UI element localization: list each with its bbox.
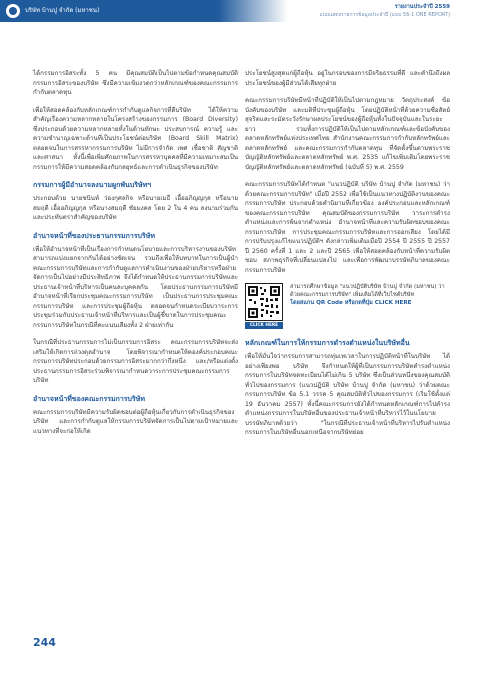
qr-block[interactable] [245, 283, 283, 329]
report-title: รายงานประจำปี 2559 [394, 4, 450, 10]
paragraph: ประกอบด้วย นายชนินท์ ว่องกุศลกิจ หรือนายเมธี เอื้ออภิญญกุล หรือนายสมฤดี เอื้ออภิญญกุล หรือนางสมฤดี ชัยมงคล โดย 2 ใน 4 คน ลงนามร่วมกันและประทับตราสำคัญของบริษัท [33, 195, 238, 221]
page-header [0, 0, 480, 62]
qr-callout [245, 283, 450, 329]
page-number: 244 [33, 636, 56, 649]
section-heading: กรรมการผู้มีอำนาจลงนามผูกพันบริษัทฯ [33, 181, 152, 189]
qr-code-icon[interactable] [245, 283, 283, 321]
report-subtitle: แบบแสดงรายการข้อมูลประจำปี (แบบ 56-1 ONE REPORT) [319, 12, 450, 18]
paragraph: คณะกรรมการบริษัทได้กำหนด "แนวปฏิบัติ บริษัท บ้านปู จำกัด (มหาชน) ว่าด้วยคณะกรรมการบริษัท" เมื่อปี 2552 เพื่อใช้เป็นแนวทางปฏิบัติงานของคณะกรรมการบริษัท ประกอบด้วยคำนิยามที่เกี่ยวข้อง องค์ประกอบและหลักเกณฑ์ของคณะกรรมการบริษัท คุณสมบัติของกรรมการบริษัท วาระการดำรงตำแหน่งและการพ้นจากตำแหน่ง อำนาจหน้าที่และความรับผิดชอบของคณะกรรมการบริษัท การประชุมคณะกรรมการบริษัทและการออกเสียง โดยได้มีการปรับปรุงแก้ไขแนวปฏิบัติฯ ดังกล่าวเพิ่มเติมเมื่อปี 2554 ปี 2555 ปี 2557 ปี 2560 ครั้งที่ 1 และ 2 และปี 2565 เพื่อให้สอดคล้องกับหน้าที่ความรับผิดชอบ สภาพธุรกิจที่เปลี่ยนแปลงไป และเพื่อการพัฒนาบรรษัทภิบาลของคณะกรรมการบริษัท [245, 181, 450, 274]
left-column [33, 69, 238, 444]
click-here-button[interactable]: CLICK HERE [245, 322, 283, 329]
paragraph: ได้กรรมการอิสระทั้ง 5 คน มีคุณสมบัติเป็นไปตามข้อกำหนดคุณสมบัติกรรมการอิสระของบริษัท ซึ่งมีความเข้มงวดกว่าหลักเกณฑ์ของคณะกรรมการกำกับตลาดทุน [33, 70, 238, 96]
paragraph: ในกรณีที่ประธานกรรมการไม่เป็นกรรมการอิสระ คณะกรรมการบริษัทจะส่งเสริมให้เกิดการถ่วงดุลอำนาจ โดยพิจารณากำหนดให้คองค์ประกอบคณะกรรมการบริษัทประกอบด้วยกรรมการอิสระมากกว่ากึ่งหนึ่ง และ/หรือแต่งตั้งประธานกรรมการอิสระร่วมพิจารณากำหนดวาระการประชุมคณะกรรมการบริษัท [33, 339, 238, 384]
paragraph: คณะกรรมการบริษัทมีความรับผิดชอบต่อผู้ถือหุ้นเกี่ยวกับการดำเนินธุรกิจของบริษัท และการกำกับดูแลให้กรรมการบริษัทจัดการเป็นไปตามเป้าหมายและแนวทางที่จะก่อให้เกิด [33, 408, 238, 435]
section-heading: อำนาจหน้าที่ของประธานกรรมการบริษัท [33, 231, 155, 240]
paragraph: ประโยชน์สูงสุดแก่ผู้ถือหุ้น อยู่ในกรอบของการมีจริยธรรมที่ดี และคำนึงถึงผลประโยชน์ของผู้มีส่วนได้เสียทุกฝ่าย [245, 70, 450, 87]
section-heading: หลักเกณฑ์ในการให้กรรมการดำรงตำแหน่งในบริษัทอื่น [245, 339, 410, 347]
right-column [245, 69, 450, 446]
paragraph: เพื่อให้อำนาจหน้าที่เป็นเรื่องการกำหนดนโยบายและการบริหารงานของบริษัท สามารถแบ่งแยกจากกันได้อย่างชัดเจน รวมถึงเพื่อให้บทบาทในการเป็นผู้นำคณะกรรมการบริษัทและการกำกับดูแลการดำเนินงานของฝ่ายบริหารหรือฝ่ายจัดการเป็นไปอย่างมีประสิทธิภาพ จึงได้กำหนดให้ประธานกรรมการบริษัทและประธานเจ้าหน้าที่บริหารเป็นคนละบุคคลกัน โดยประธานกรรมการบริษัทมีอำนาจหน้าที่เรียกประชุมคณะกรรมการบริษัท เป็นประธานการประชุมคณะกรรมการบริษัท และการประชุมผู้ถือหุ้น ตลอดจนกำหนดระเบียบวาระการประชุมร่วมกับประธานเจ้าหน้าที่บริหารและเป็นผู้ชี้ขาดในการประชุมคณะกรรมการบริษัทในกรณีที่คะแนนเสียงทั้ง 2 ฝ่ายเท่ากัน [33, 245, 238, 329]
qr-description [290, 283, 450, 308]
section-heading: อำนาจหน้าที่ของคณะกรรมการบริษัท [33, 394, 145, 403]
paragraph: เพื่อให้สอดคล้องกับหลักเกณฑ์การกำกับดูแลกิจการที่ดีบริษัท ได้ให้ความสำคัญเรื่องความหลากหลายในโครงสร้างของกรรมการ (Board Diversity) ซึ่งประกอบด้วยความหลากหลายทั้งในด้านทักษะ ประสบการณ์ ความรู้ และความชำนาญเฉพาะด้านที่เป็นประโยชน์ต่อบริษัท (Board Skill Matrix) ตลอดจนในการสรรหากรรมการบริษัท ไม่มีการจำกัด เพศ เชื้อชาติ สัญชาติ และศาสนา ทั้งนี้เพื่อเพิ่มศักยภาพในการสรรหาบุคคลที่มีความเหมาะสมเป็นกรรมการให้มีความสอดคล้องกับกลยุทธ์และการดำเนินธุรกิจของบริษัท [33, 106, 238, 171]
paragraph: คณะกรรมการบริษัทมีหน้าที่ปฏิบัติให้เป็นไปตามกฎหมาย วัตถุประสงค์ ข้อบังคับของบริษัท และมติที่ประชุมผู้ถือหุ้น โดยปฏิบัติหน้าที่ด้วยความซื่อสัตย์สุจริตและระมัดระวังรักษาผลประโยชน์ของผู้ถือหุ้นทั้งในปัจจุบันและในระยะยาว รวมทั้งการปฏิบัติให้เป็นไปตามหลักเกณฑ์และข้อบังคับของตลาดหลักทรัพย์แห่งประเทศไทย สำนักงานคณะกรรมการกำกับหลักทรัพย์และตลาดหลักทรัพย์ และคณะกรรมการกำกับตลาดทุน ที่จัดตั้งขึ้นตามพระราชบัญญัติหลักทรัพย์และตลาดหลักทรัพย์ พ.ศ. 2535 แก้ไขเพิ่มเติมโดยพระราชบัญญัติหลักทรัพย์และตลาดหลักทรัพย์ (ฉบับที่ 5) พ.ศ. 2559 [245, 97, 450, 171]
qr-link-text[interactable]: โดยสแกน QR Code หรือกดที่ปุ่ม CLICK HERE [290, 300, 412, 307]
header-band-fade [218, 0, 288, 22]
company-logo-icon [6, 4, 20, 18]
company-name: บริษัท บ้านปู จำกัด (มหาชน) [25, 7, 100, 14]
qr-description-text: สามารถศึกษาข้อมูล "แนวปฏิบัติบริษัท บ้านปู จำกัด (มหาชน) ว่าด้วยคณะกรรมการบริษัท" เพิ่มเติมได้ที่เว็บไซต์บริษัท [290, 284, 445, 299]
paragraph: เพื่อให้มั่นใจว่ากรรมการสามารถทุ่มเทเวลาในการปฏิบัติหน้าที่ในบริษัท ได้อย่างเพียงพอ บริษัท จึงกำหนดให้ผู้ที่เป็นกรรมการบริษัทดำรงตำแหน่งกรรมการในบริษัทจดทะเบียนได้ไม่เกิน 5 บริษัท ซึ่งเป็นส่วนหนึ่งของคุณสมบัติทั่วไปของกรรมการ (แนวปฏิบัติ บริษัท บ้านปู จำกัด (มหาชน) ว่าด้วยคณะกรรมการบริษัท ข้อ 5.1 วรรค 5 คุณสมบัติทั่วไปของกรรมการ (เริ่มใช้ตั้งแต่ 19 ธันวาคม 2557) ทั้งนี้คณะกรรมการยังได้กำหนดหลักเกณฑ์การไปดำรงตำแหน่งกรรมการในบริษัทอื่นของประธานเจ้าหน้าที่บริหารไว้ในนโยบายบรรษัทภิบาลด้วยว่า "ในกรณีที่ประธานเจ้าหน้าที่บริหารไปรับตำแหน่งกรรมการในบริษัทอื่นนอกเหนือจากบริษัทย่อย [245, 353, 450, 436]
